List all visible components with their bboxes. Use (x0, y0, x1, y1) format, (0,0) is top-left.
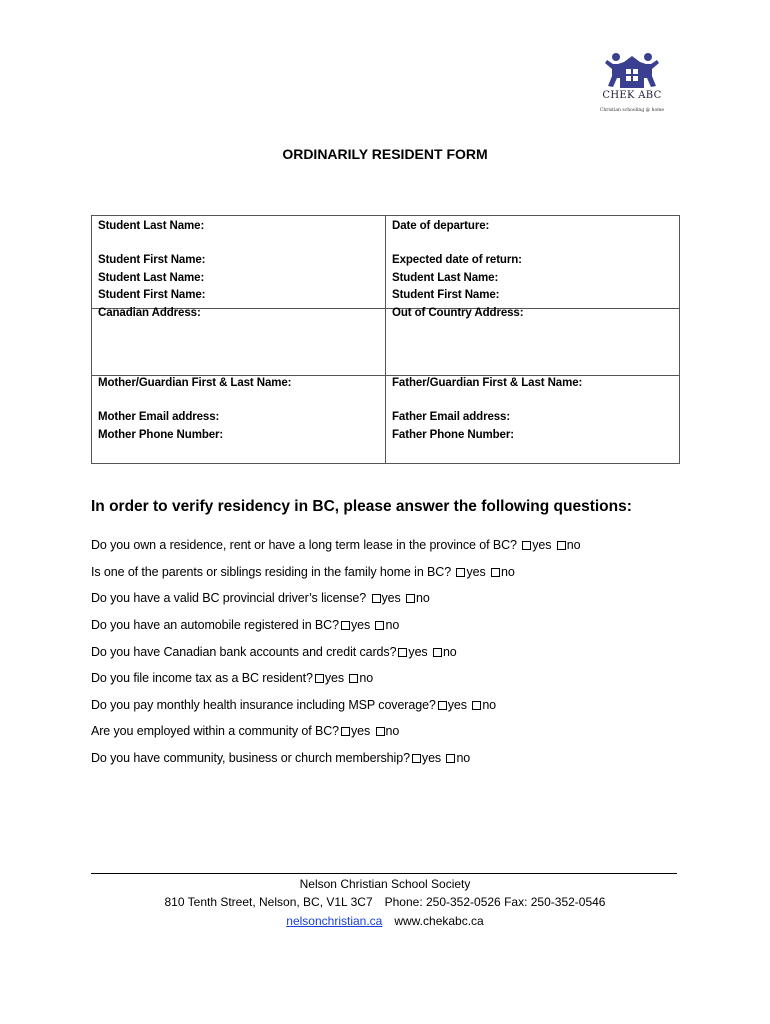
no-checkbox[interactable] (349, 674, 358, 683)
question-text: Do you have an automobile registered in BC? (91, 618, 339, 632)
question-text: Do you have community, business or church membership? (91, 751, 410, 765)
student-last-name-label: Student Last Name: (98, 272, 205, 284)
departure-date-label: Date of departure: (392, 220, 490, 232)
question-text: Do you file income tax as a BC resident? (91, 671, 313, 685)
yes-label: yes (421, 751, 445, 765)
father-name-label: Father/Guardian First & Last Name: (392, 377, 583, 389)
question-text: Do you pay monthly health insurance including MSP coverage? (91, 698, 436, 712)
no-checkbox[interactable] (491, 568, 500, 577)
father-phone-label: Father Phone Number: (392, 429, 514, 441)
residency-question (91, 645, 457, 659)
student-last-name-label: Student Last Name: (98, 220, 205, 232)
no-label: no (482, 698, 497, 712)
question-text: Do you own a residence, rent or have a long term lease in the province of BC? (91, 538, 521, 552)
question-text: Do you have Canadian bank accounts and credit cards? (91, 645, 397, 659)
yes-label: yes (350, 618, 374, 632)
student-first-name-label: Student First Name: (98, 254, 206, 266)
family-house-icon (604, 52, 660, 90)
no-checkbox[interactable] (376, 727, 385, 736)
yes-checkbox[interactable] (315, 674, 324, 683)
footer-organization: Nelson Christian School Society (299, 877, 471, 891)
logo-tagline: Christian schooling @ home (599, 108, 665, 113)
no-label: no (359, 671, 374, 685)
return-date-label: Expected date of return: (392, 254, 522, 266)
residency-question (91, 671, 373, 685)
question-text: Is one of the parents or siblings residing in the family home in BC? (91, 565, 455, 579)
yes-checkbox[interactable] (456, 568, 465, 577)
footer-links (0, 914, 770, 928)
no-label: no (500, 565, 515, 579)
yes-label: yes (381, 591, 405, 605)
yes-label: yes (532, 538, 555, 552)
mother-email-label: Mother Email address: (98, 411, 220, 423)
no-checkbox[interactable] (375, 621, 384, 630)
yes-label: yes (324, 671, 348, 685)
residency-question (91, 565, 515, 579)
father-email-label: Father Email address: (392, 411, 511, 423)
out-of-country-address-label: Out of Country Address: (392, 307, 524, 319)
no-checkbox[interactable] (472, 701, 481, 710)
form-title: ORDINARILY RESIDENT FORM (282, 146, 488, 162)
no-label: no (442, 645, 457, 659)
footer-divider (91, 873, 677, 874)
yes-checkbox[interactable] (398, 648, 407, 657)
yes-label: yes (447, 698, 471, 712)
yes-checkbox[interactable] (412, 754, 421, 763)
table-row-divider (92, 375, 679, 376)
student-first-name-label: Student First Name: (98, 289, 206, 301)
mother-phone-label: Mother Phone Number: (98, 429, 224, 441)
chekabc-website: www.chekabc.ca (394, 914, 484, 928)
footer-phone: Phone: 250-352-0526 (384, 895, 501, 909)
footer-address: 810 Tenth Street, Nelson, BC, V1L 3C7 (164, 895, 373, 909)
student-last-name-label: Student Last Name: (392, 272, 499, 284)
no-checkbox[interactable] (446, 754, 455, 763)
residency-question (91, 724, 399, 738)
nelsonchristian-link[interactable]: nelsonchristian.ca (286, 914, 383, 928)
no-label: no (566, 538, 581, 552)
no-checkbox[interactable] (557, 541, 566, 550)
question-text: Do you have a valid BC provincial driver’s license? (91, 591, 370, 605)
residency-question (91, 751, 470, 765)
yes-checkbox[interactable] (341, 621, 350, 630)
student-first-name-label: Student First Name: (392, 289, 500, 301)
student-info-table (91, 215, 680, 464)
residency-question (91, 591, 430, 605)
yes-label: yes (351, 724, 374, 738)
question-text: Are you employed within a community of BC? (91, 724, 339, 738)
logo-wordmark: CHEK ABC (602, 90, 662, 101)
yes-checkbox[interactable] (438, 701, 447, 710)
residency-question (91, 618, 399, 632)
no-label: no (385, 724, 400, 738)
yes-label: yes (466, 565, 489, 579)
chek-abc-logo (598, 52, 666, 118)
footer-contact-line (0, 895, 770, 909)
residency-question (91, 538, 581, 552)
residency-question (91, 698, 496, 712)
canadian-address-label: Canadian Address: (98, 307, 201, 319)
yes-checkbox[interactable] (372, 594, 381, 603)
residency-questions-heading: In order to verify residency in BC, please answer the following questions: (91, 498, 632, 515)
no-checkbox[interactable] (433, 648, 442, 657)
no-label: no (416, 591, 430, 605)
mother-name-label: Mother/Guardian First & Last Name: (98, 377, 292, 389)
footer-fax: Fax: 250-352-0546 (504, 895, 606, 909)
yes-checkbox[interactable] (341, 727, 350, 736)
no-label: no (385, 618, 400, 632)
yes-checkbox[interactable] (522, 541, 531, 550)
no-checkbox[interactable] (406, 594, 415, 603)
yes-label: yes (408, 645, 431, 659)
table-column-divider (385, 216, 386, 463)
no-label: no (456, 751, 471, 765)
